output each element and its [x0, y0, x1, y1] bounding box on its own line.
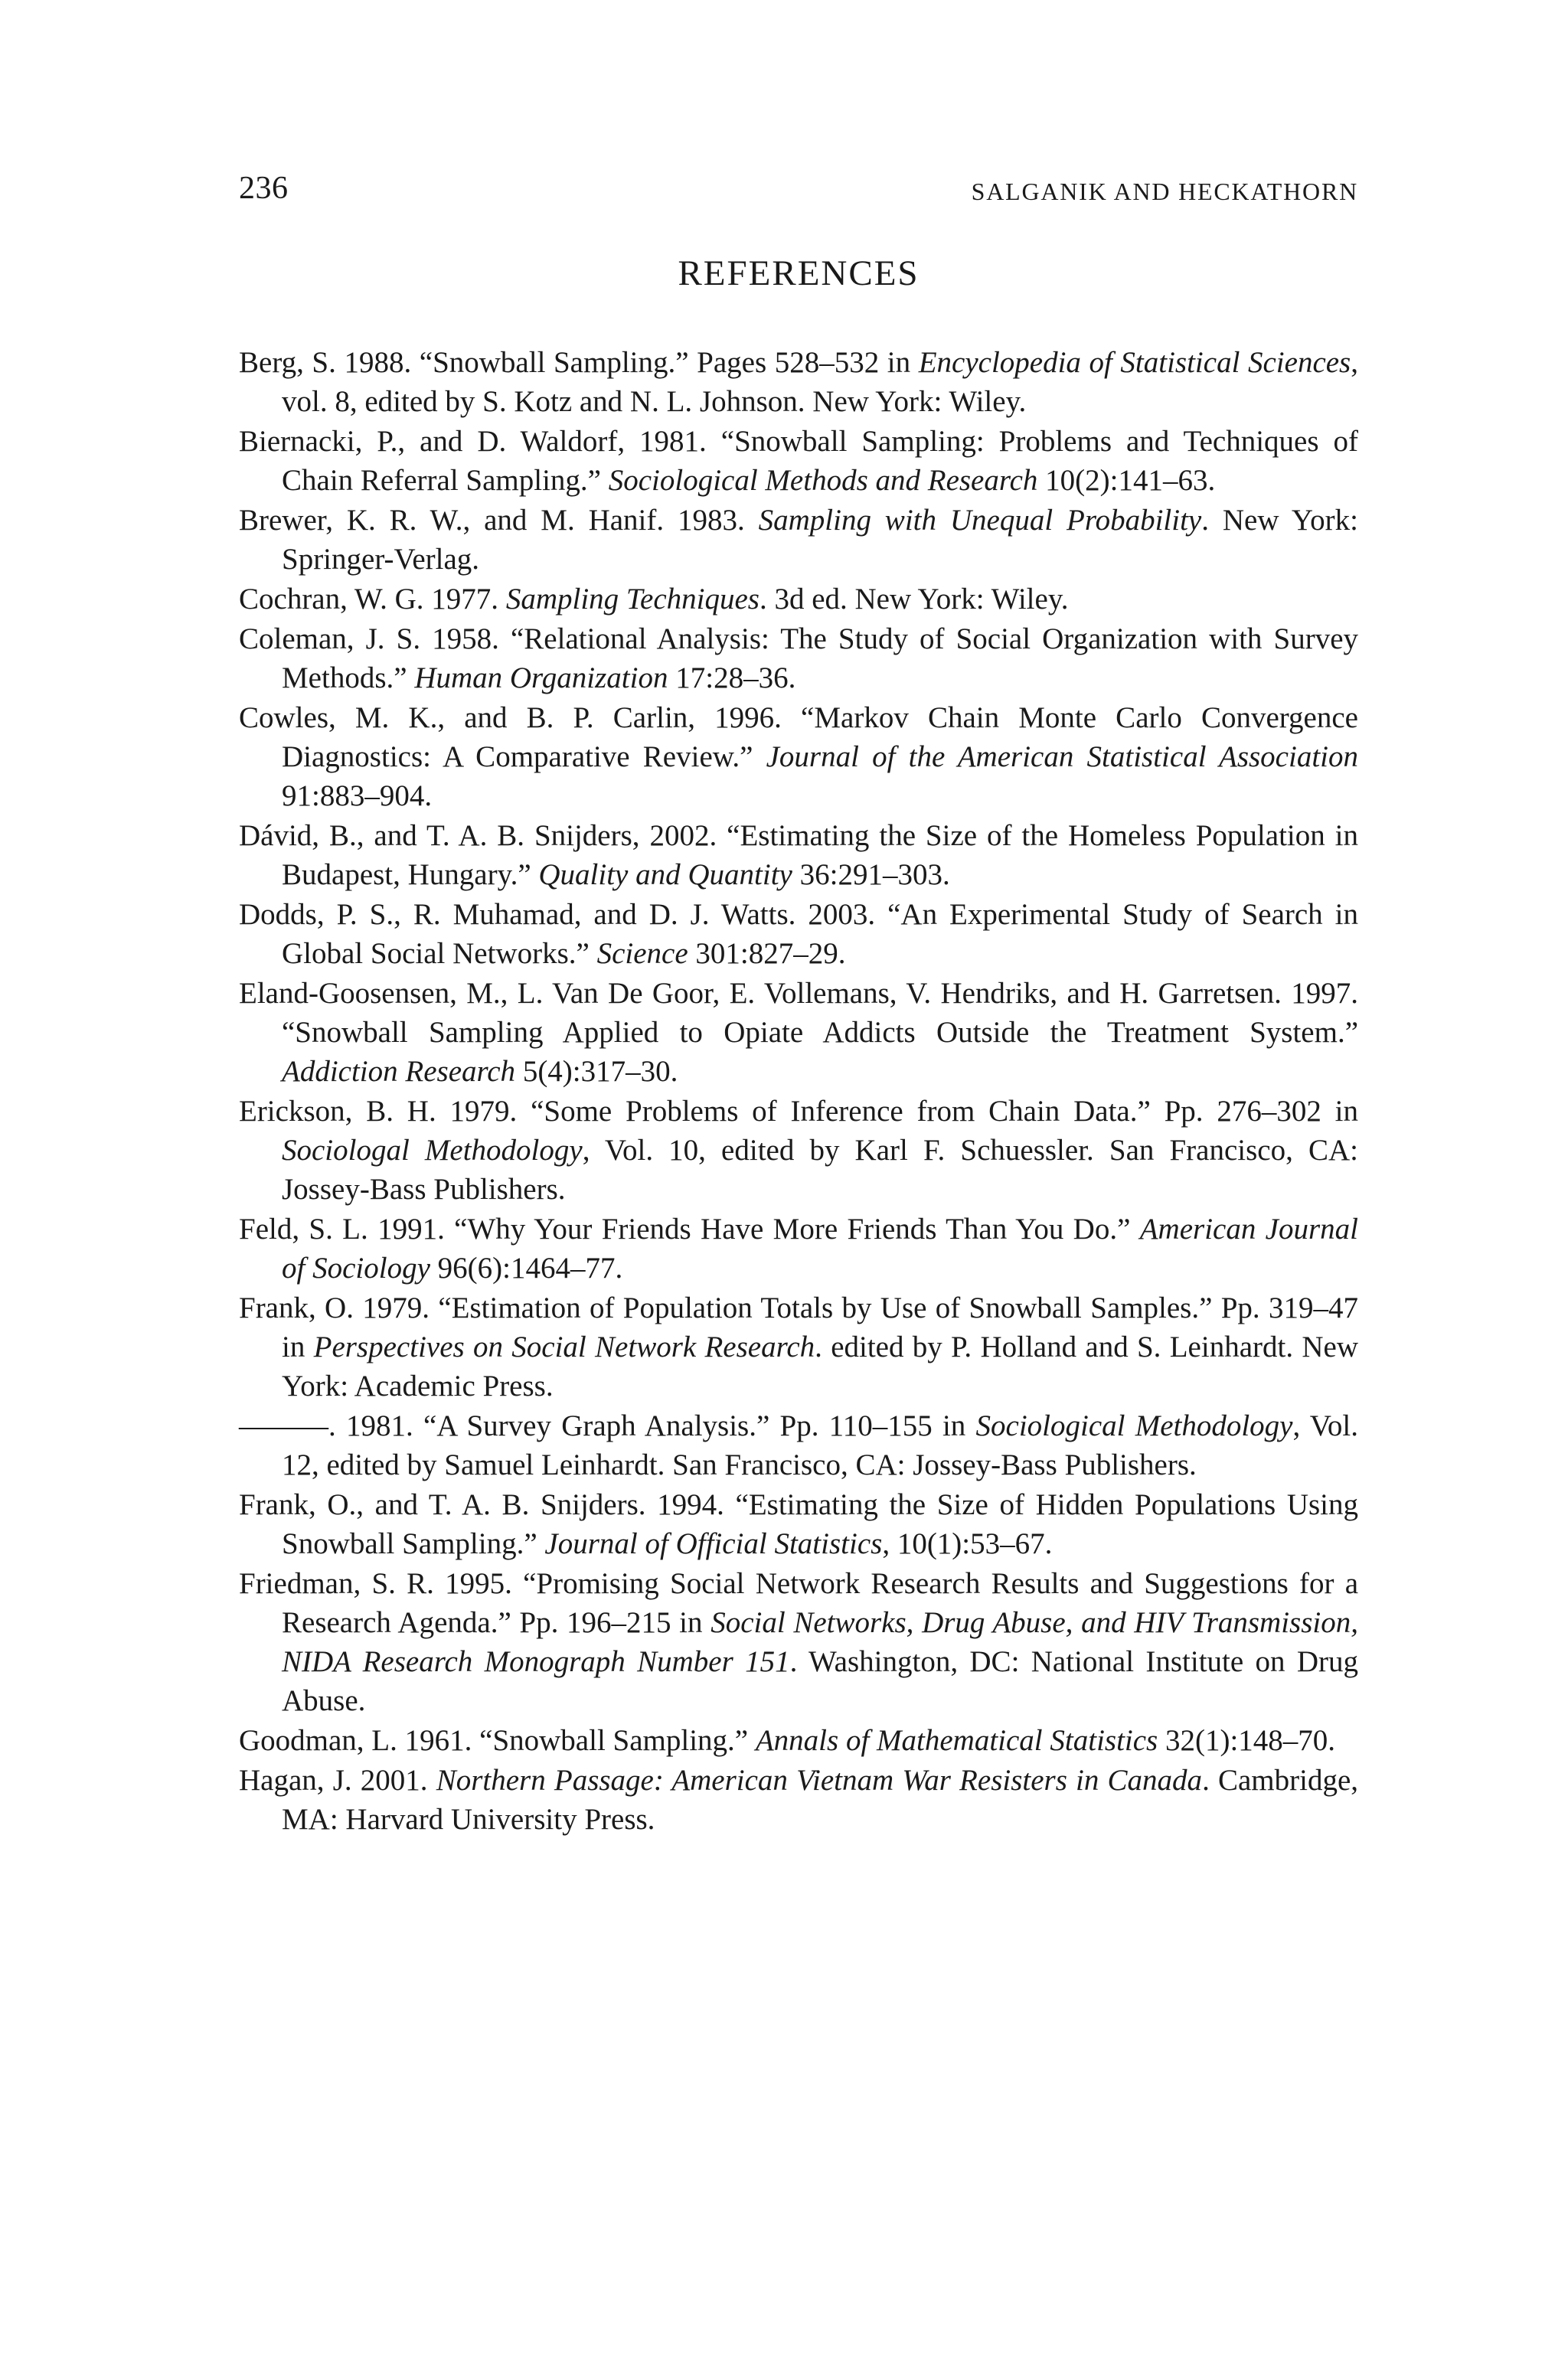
reference-text: Erickson, B. H. 1979. “Some Problems of Inference from Chain Data.” Pp. 276–302 in [239, 1095, 1358, 1128]
reference-title-italic: Perspectives on Social Network Research [313, 1331, 815, 1363]
reference-text: Dávid, B., and T. A. B. Snijders, 2002. “Estimating the Size of the Homeless Population in Budapest, Hungary.” [239, 819, 1358, 891]
reference-entry [239, 1721, 1358, 1760]
reference-text: 36:291–303. [792, 858, 950, 891]
reference-text: 32(1):148–70. [1158, 1724, 1336, 1757]
reference-text: Cochran, W. G. 1977. [239, 583, 506, 616]
reference-text: Dodds, P. S., R. Muhamad, and D. J. Watts. 2003. “An Experimental Study of Search in Global Social Networks.” [239, 898, 1358, 970]
reference-text: . New York: Springer-Verlag. [282, 504, 1358, 576]
reference-text: ———. 1981. “A Survey Graph Analysis.” Pp. 110–155 in [239, 1409, 976, 1442]
reference-text: Cowles, M. K., and B. P. Carlin, 1996. “Markov Chain Monte Carlo Convergence Diagnostics: A Comparative Review.” [239, 701, 1358, 773]
reference-entry [239, 698, 1358, 815]
reference-text: . 3d ed. New York: Wiley. [759, 583, 1069, 616]
reference-text: Friedman, S. R. 1995. “Promising Social Network Research Results and Suggestions for a Research Agenda.” Pp. 196–215 in [239, 1567, 1358, 1639]
reference-text: Frank, O., and T. A. B. Snijders. 1994. “Estimating the Size of Hidden Populations Using Snowball Sampling.” [239, 1488, 1358, 1560]
reference-text: , 10(1):53–67. [882, 1527, 1053, 1560]
reference-title-italic: Social Networks, Drug Abuse, and HIV Transmission, NIDA Research Monograph Number 151 [282, 1606, 1358, 1678]
reference-title-italic: Journal of Official Statistics [544, 1527, 883, 1560]
reference-text: Eland-Goosensen, M., L. Van De Goor, E. Vollemans, V. Hendriks, and H. Garretsen. 1997. “Snowball Sampling Applied to Opiate Addicts Outside the Treatment System.” [239, 977, 1358, 1049]
reference-text: 5(4):317–30. [515, 1055, 678, 1088]
reference-title-italic: Journal of the American Statistical Association [766, 740, 1358, 773]
reference-text: 17:28–36. [668, 661, 796, 694]
reference-entry [239, 974, 1358, 1091]
reference-text: Berg, S. 1988. “Snowball Sampling.” Pages 528–532 in [239, 346, 919, 379]
running-head: SALGANIK AND HECKATHORN [971, 178, 1358, 205]
reference-text: Coleman, J. S. 1958. “Relational Analysis: The Study of Social Organization with Survey Methods.” [239, 622, 1358, 694]
reference-title-italic: Sociologal Methodology [282, 1134, 583, 1167]
reference-entry [239, 1210, 1358, 1288]
reference-title-italic: Addiction Research [282, 1055, 516, 1088]
reference-title-italic: Encyclopedia of Statistical Sciences [918, 346, 1351, 379]
reference-entry [239, 580, 1358, 619]
reference-title-italic: Sociological Methodology [975, 1409, 1293, 1442]
reference-text: 10(2):141–63. [1037, 464, 1216, 497]
reference-text: Hagan, J. 2001. [239, 1764, 436, 1797]
reference-text: 91:883–904. [282, 779, 433, 812]
reference-text: , vol. 8, edited by S. Kotz and N. L. Johnson. New York: Wiley. [282, 346, 1358, 418]
section-title: REFERENCES [678, 253, 920, 293]
reference-text: , Vol. 10, edited by Karl F. Schuessler. San Francisco, CA: Jossey-Bass Publishers. [282, 1134, 1358, 1206]
reference-title-italic: Human Organization [414, 661, 668, 694]
reference-title-italic: Sociological Methods and Research [608, 464, 1038, 497]
reference-entry [239, 619, 1358, 697]
reference-title-italic: Annals of Mathematical Statistics [755, 1724, 1158, 1757]
reference-title-italic: Quality and Quantity [538, 858, 792, 891]
page-number: 236 [239, 171, 289, 206]
reference-list [239, 343, 1358, 1840]
reference-entry [239, 1288, 1358, 1406]
reference-text: , Vol. 12, edited by Samuel Leinhardt. San Francisco, CA: Jossey-Bass Publishers. [282, 1409, 1358, 1481]
reference-title-italic: Sampling with Unequal Probability [758, 504, 1202, 537]
reference-title-italic: Northern Passage: American Vietnam War Resisters in Canada [436, 1764, 1203, 1797]
reference-entry [239, 422, 1358, 500]
page-header [239, 170, 1358, 216]
reference-entry [239, 1092, 1358, 1209]
reference-entry [239, 1485, 1358, 1563]
reference-text: . edited by P. Holland and S. Leinhardt. New York: Academic Press. [282, 1331, 1358, 1403]
reference-text: Biernacki, P., and D. Waldorf, 1981. “Snowball Sampling: Problems and Techniques of Chain Referral Sampling.” [239, 425, 1358, 497]
reference-entry [239, 816, 1358, 894]
reference-text: . Cambridge, MA: Harvard University Press. [282, 1764, 1359, 1836]
reference-title-italic: American Journal of Sociology [282, 1213, 1358, 1285]
reference-text: Feld, S. L. 1991. “Why Your Friends Have More Friends Than You Do.” [239, 1213, 1140, 1246]
reference-entry [239, 1564, 1358, 1720]
reference-entry [239, 1761, 1358, 1839]
reference-text: 301:827–29. [688, 937, 846, 970]
reference-text: 96(6):1464–77. [430, 1252, 623, 1285]
reference-entry [239, 343, 1358, 421]
reference-title-italic: Science [596, 937, 688, 970]
reference-entry [239, 895, 1358, 973]
reference-text: Brewer, K. R. W., and M. Hanif. 1983. [239, 504, 759, 537]
reference-text: Goodman, L. 1961. “Snowball Sampling.” [239, 1724, 756, 1757]
reference-text: . Washington, DC: National Institute on Drug Abuse. [282, 1645, 1358, 1717]
reference-text: Frank, O. 1979. “Estimation of Population Totals by Use of Snowball Samples.” Pp. 319–47 in [239, 1292, 1358, 1363]
reference-title-italic: Sampling Techniques [505, 583, 760, 616]
reference-entry [239, 501, 1358, 579]
reference-entry [239, 1406, 1358, 1484]
